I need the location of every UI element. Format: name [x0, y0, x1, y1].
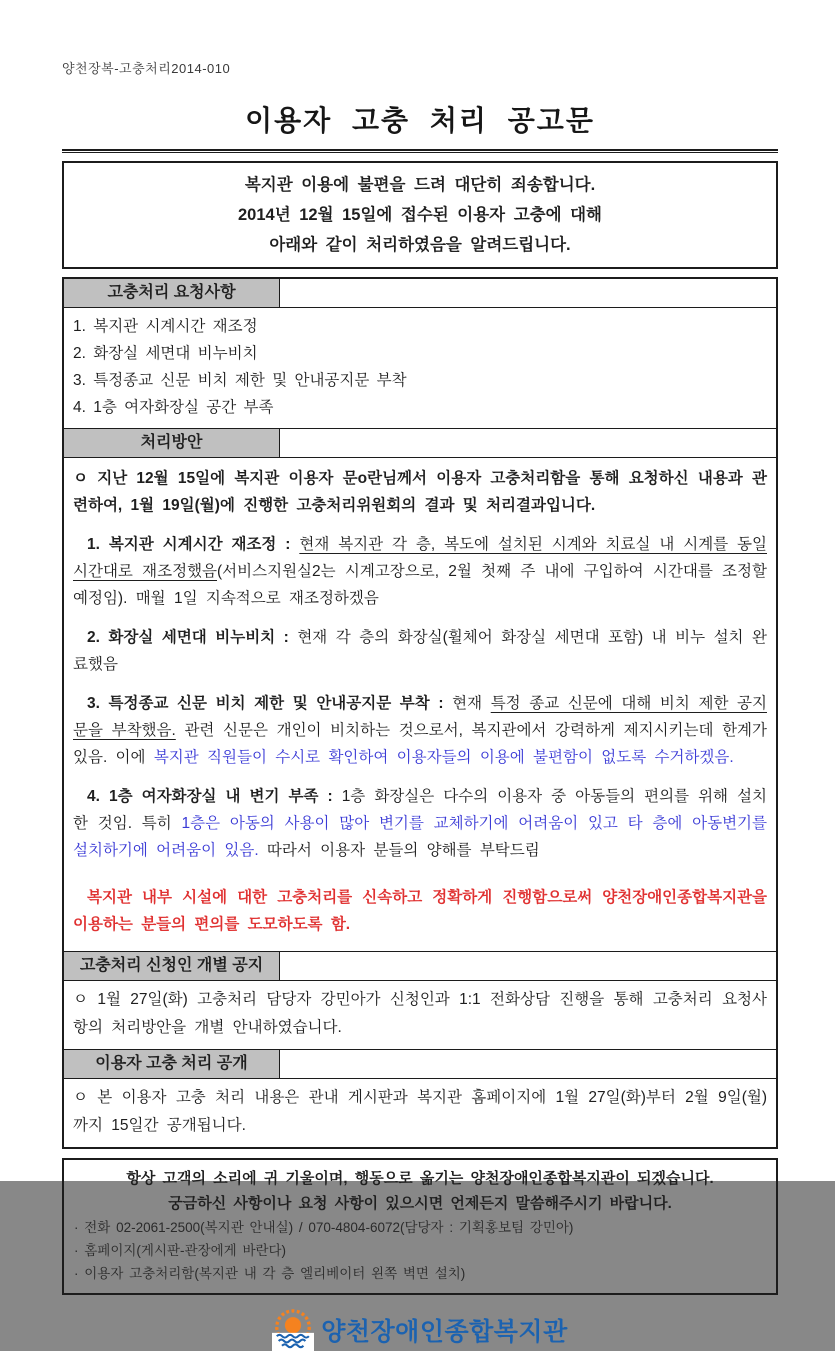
request-item: 1. 복지관 시계시간 재조정 — [73, 318, 258, 335]
individual-notice-row — [64, 981, 776, 1050]
plan-item-3-label: 3. 특정종교 신문 비치 제한 및 안내공지문 부착 : — [87, 695, 453, 712]
section-header-spacer — [280, 952, 776, 980]
page-title: 이용자 고충 처리 공고문 — [245, 105, 595, 136]
plan-item-4-label: 4. 1층 여자화장실 내 변기 부족 : — [87, 788, 342, 805]
plan-item-3 — [73, 690, 767, 771]
section-header-row-plan — [64, 429, 776, 458]
plan-intro-paragraph: ㅇ 지난 12월 15일에 복지관 이용자 문o란님께서 이용자 고충처리함을 통해 요청하신 내용과 관련하여, 1월 19일(월)에 진행한 고충처리위원회의 결과 및 처리결과입니다. — [73, 470, 767, 514]
section-header-request: 고충처리 요청사항 — [64, 279, 280, 307]
intro-line: 복지관 이용에 불편을 드려 대단히 죄송합니다. — [244, 176, 596, 194]
title-divider — [62, 149, 778, 153]
section-header-row-individual-notice — [64, 952, 776, 981]
request-item: 2. 화장실 세면대 비누비치 — [73, 345, 258, 362]
request-items-row — [64, 308, 776, 429]
disclosure-row — [64, 1079, 776, 1147]
footer-slogan-line: 궁금하신 사항이나 요청 사항이 있으시면 언제든지 말씀해주시기 바랍니다. — [168, 1195, 672, 1212]
organization-logo — [62, 1309, 778, 1351]
section-header-plan: 처리방안 — [64, 429, 280, 457]
plan-item-2-text: 현재 각 층의 화장실(휠체어 화장실 세면대 포함) 내 비누 설치 완료했음 — [73, 629, 767, 673]
plan-item-2 — [73, 624, 767, 678]
sun-over-waves-icon — [272, 1309, 314, 1351]
section-header-spacer — [280, 279, 776, 307]
plan-item-4-pre: 1층 화장실은 다수의 이용자 중 아동들의 편의를 위해 설치한 것임. 특히 — [73, 788, 767, 832]
plan-item-1-underlined: 현재 복지관 각 층, 복도에 설치된 시계와 치료실 내 시계를 동일 시간대로 재조정했음 — [73, 536, 767, 580]
section-header-row-request — [64, 279, 776, 308]
request-item: 3. 특정종교 신문 비치 제한 및 안내공지문 부착 — [73, 372, 407, 389]
footer-slogan-line: 항상 고객의 소리에 귀 기울이며, 행동으로 옮기는 양천장애인종합복지관이 되겠습니다. — [126, 1170, 714, 1187]
intro-line: 아래와 같이 처리하였음을 알려드립니다. — [269, 236, 571, 254]
plan-item-3-mid: 관련 신문은 개인이 비치하는 것으로서, 복지관에서 강력하게 제지시키는데 한계가 있음. 이에 — [73, 722, 767, 766]
plan-item-4 — [73, 783, 767, 864]
section-header-spacer — [280, 429, 776, 457]
footer-contact-homepage: · 홈페이지(게시판-관장에게 바란다) — [74, 1243, 287, 1258]
disclosure-text: ㅇ 본 이용자 고충 처리 내용은 관내 게시판과 복지관 홈페이지에 1월 27일(화)부터 2월 9일(월)까지 15일간 공개됩니다. — [73, 1089, 767, 1134]
organization-name: 양천장애인종합복지관 — [321, 1318, 568, 1346]
document-number: 양천장복-고충처리2014-010 — [62, 61, 231, 76]
complaint-table — [62, 277, 778, 1149]
plan-item-4-rest: 따라서 이용자 분들의 양해를 부탁드림 — [258, 842, 540, 859]
plan-item-3-underlined: 특정 종교 신문에 대해 비치 제한 공지문을 부착했음. — [73, 695, 767, 739]
plan-item-1-label: 1. 복지관 시계시간 재조정 : — [87, 536, 300, 553]
individual-notice-text: ㅇ 1월 27일(화) 고충처리 담당자 강민아가 신청인과 1:1 전화상담 진행을 통해 고충처리 요청사항의 처리방안을 개별 안내하였습니다. — [73, 991, 767, 1036]
plan-content-row — [64, 458, 776, 952]
plan-closing-statement: 복지관 내부 시설에 대한 고충처리를 신속하고 정확하게 진행함으로써 양천장애인종합복지관을 이용하는 분들의 편의를 도모하도록 함. — [73, 889, 767, 933]
plan-item-3-blue: 복지관 직원들이 수시로 확인하여 이용자들의 이용에 불편함이 없도록 수거하겠음. — [153, 749, 734, 766]
footer-contact-complaint-box: · 이용자 고충처리함(복지관 내 각 층 엘리베이터 왼쪽 벽면 설치) — [74, 1266, 466, 1281]
footer-contact-box — [62, 1158, 778, 1295]
intro-box — [62, 161, 778, 269]
plan-item-1 — [73, 531, 767, 612]
plan-item-3-pre: 현재 — [452, 695, 491, 712]
footer-contact-phone: · 전화 02-2061-2500(복지관 안내실) / 070-4804-6072(담당자 : 기획홍보팀 강민아) — [74, 1220, 574, 1235]
section-header-individual-notice: 고충처리 신청인 개별 공지 — [64, 952, 280, 980]
plan-item-4-blue: 1층은 아동의 사용이 많아 변기를 교체하기에 어려움이 있고 타 층에 아동변기를 설치하기에 어려움이 있음. — [73, 815, 767, 859]
document-content — [62, 58, 778, 1351]
plan-item-1-rest: (서비스지원실2는 시계고장으로, 2월 첫째 주 내에 구입하여 시간대를 조정할 예정임). 매월 1일 지속적으로 재조정하겠음 — [73, 563, 767, 607]
intro-line: 2014년 12월 15일에 접수된 이용자 고충에 대해 — [237, 206, 602, 224]
request-item: 4. 1층 여자화장실 공간 부족 — [73, 399, 274, 416]
section-header-spacer — [280, 1050, 776, 1078]
section-header-row-disclosure — [64, 1050, 776, 1079]
section-header-disclosure: 이용자 고충 처리 공개 — [64, 1050, 280, 1078]
plan-item-2-label: 2. 화장실 세면대 비누비치 : — [87, 629, 298, 646]
